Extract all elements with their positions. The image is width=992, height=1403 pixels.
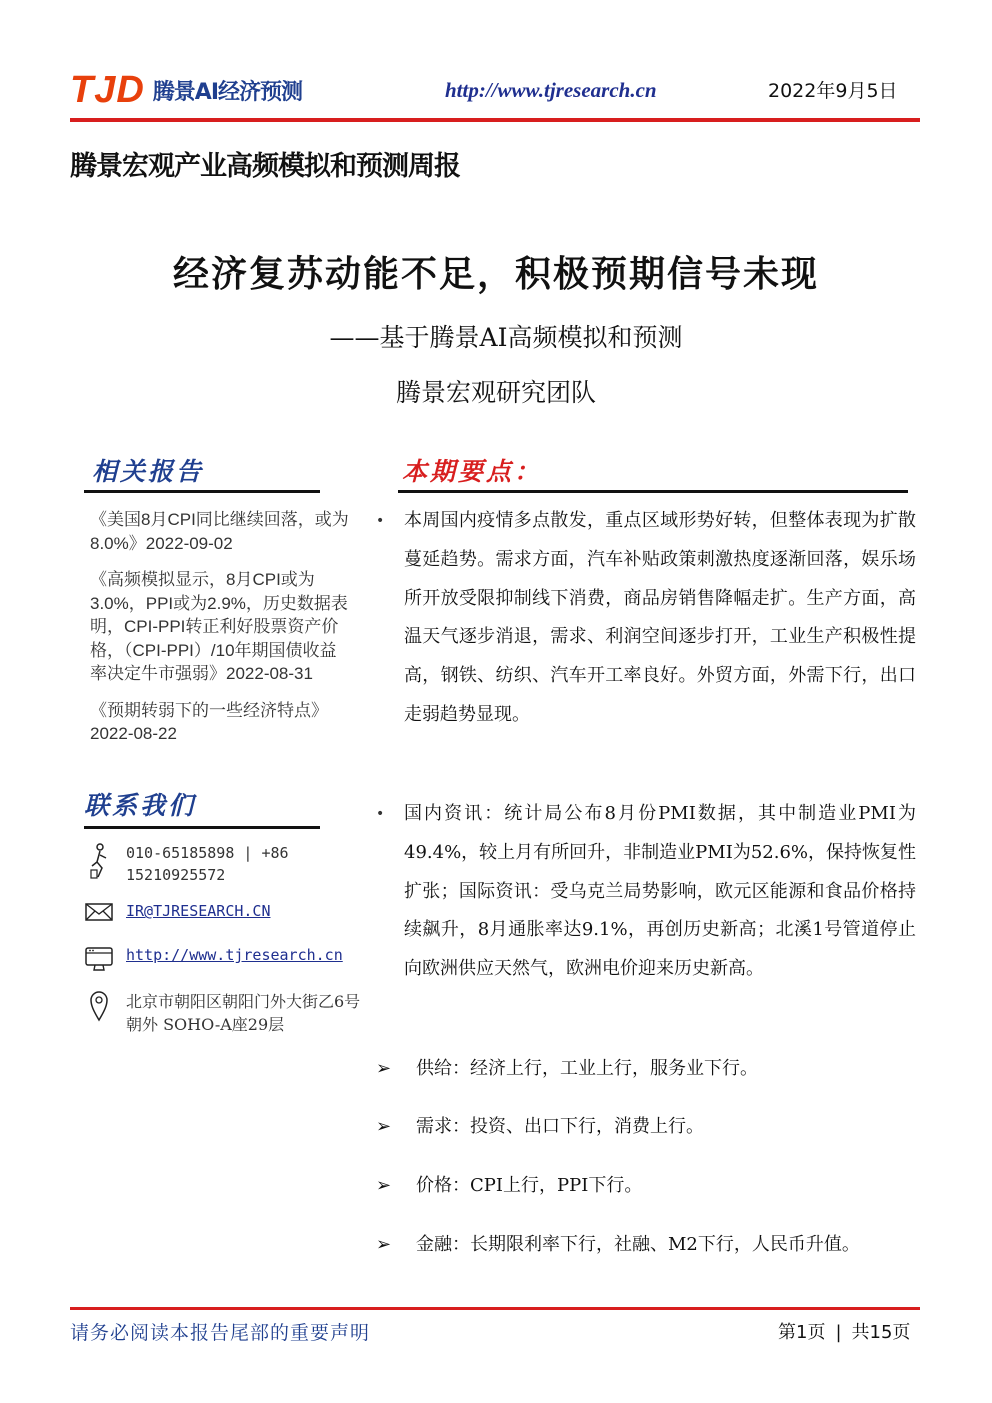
- key-point-text: 本周国内疫情多点散发，重点区域形势好转，但整体表现为扩散蔓延趋势。需求方面，汽车补贴政策刺激热度逐渐回落，娱乐场所开放受限抑制线下消费，商品房销售降幅走扩。生产方面，高温天气逐步消退，需求、利润空间逐步打开，工业生产积极性提高，钢铁、纺织、汽车开工率良好。外贸方面，外需下行，出口走弱趋势显现。: [404, 510, 916, 725]
- footer-disclaimer-note: 请务必阅读本报告尾部的重要声明: [70, 1322, 371, 1344]
- related-reports-heading: 相关报告: [92, 457, 205, 486]
- arrow-bullet-icon: ➢: [376, 1175, 392, 1196]
- header-url-link[interactable]: http://www.tjresearch.cn: [445, 78, 657, 102]
- arrow-bullet-icon: ➢: [376, 1234, 392, 1255]
- location-pin-icon: [84, 990, 114, 1022]
- contact-phone: 010-65185898 | +86 15210925572: [126, 844, 289, 884]
- header-divider: [70, 118, 920, 122]
- sub-point-text: 价格：CPI上行，PPI下行。: [416, 1175, 643, 1196]
- page-subtitle: ——基于腾景AI高频模拟和预测: [329, 323, 683, 352]
- footer-divider: [70, 1307, 920, 1310]
- sub-point-text: 金融：长期限利率下行，社融、M2下行，人民币升值。: [416, 1234, 860, 1255]
- phone-icon: [84, 842, 114, 880]
- mail-icon: [84, 902, 114, 922]
- page-indicator: [778, 1318, 910, 1344]
- bullet-dot-icon: •: [376, 513, 385, 529]
- sub-point-item: [376, 1108, 916, 1146]
- contact-email-row: [84, 902, 271, 922]
- key-point-item: [376, 795, 916, 989]
- sub-point-text: 需求：投资、出口下行，消费上行。: [416, 1116, 704, 1137]
- contact-phone-row: [84, 842, 326, 886]
- page-total: 共15页: [851, 1322, 911, 1343]
- arrow-bullet-icon: ➢: [376, 1058, 392, 1079]
- sub-point-item: [376, 1050, 916, 1088]
- related-report-item[interactable]: 《预期转弱下的一些经济特点》2022-08-22: [90, 700, 328, 743]
- key-point-item: [376, 502, 916, 735]
- related-report-item[interactable]: 《美国8月CPI同比继续回落，或为8.0%》2022-09-02: [90, 510, 349, 553]
- header-date: 2022年9月5日: [768, 80, 898, 102]
- logo-mark: TJD: [70, 69, 145, 111]
- page-separator: |: [835, 1322, 842, 1343]
- sub-point-text: 供给：经济上行，工业上行，服务业下行。: [416, 1058, 758, 1079]
- sub-point-item: [376, 1226, 916, 1264]
- monitor-icon: [84, 946, 114, 972]
- sub-point-item: [376, 1167, 916, 1205]
- contact-address: 北京市朝阳区朝阳门外大街乙6号朝外 SOHO-A座29层: [126, 992, 361, 1034]
- contact-heading: 联系我们: [84, 791, 197, 820]
- related-reports-list: [90, 508, 350, 759]
- related-report-item[interactable]: 《高频模拟显示，8月CPI或为3.0%，PPI或为2.9%，历史数据表明，CPI-PPI转正利好股票资产价格，（CPI-PPI）/10年期国债收益率决定牛市强弱》2022-08-31: [90, 570, 348, 683]
- bullet-dot-icon: •: [376, 806, 385, 822]
- page-current: 第1页: [778, 1322, 826, 1343]
- company-logo: [70, 70, 302, 110]
- arrow-bullet-icon: ➢: [376, 1116, 392, 1137]
- contact-email-link[interactable]: IR@TJRESEARCH.CN: [126, 902, 271, 920]
- contact-divider: [84, 826, 320, 829]
- contact-website-link[interactable]: http://www.tjresearch.cn: [126, 946, 343, 964]
- author-team: 腾景宏观研究团队: [395, 378, 596, 407]
- page-title: 经济复苏动能不足，积极预期信号未现: [172, 253, 819, 295]
- key-point-text: 国内资讯：统计局公布8月份PMI数据，其中制造业PMI为49.4%，较上月有所回升，非制造业PMI为52.6%，保持恢复性扩张；国际资讯：受乌克兰局势影响，欧元区能源和食品价格持续飙升，8月通胀率达9.1%，再创历史新高；北溪1号管道停止向欧洲供应天然气，欧洲电价迎来历史新高。: [404, 803, 917, 980]
- logo-name: 腾景AI经济预测: [152, 79, 303, 105]
- contact-address-row: [84, 990, 376, 1036]
- contact-website-row: [84, 946, 343, 972]
- key-points-heading: 本期要点：: [402, 457, 543, 486]
- key-points-divider: [398, 490, 908, 493]
- report-series-title: 腾景宏观产业高频模拟和预测周报: [70, 151, 460, 182]
- related-reports-divider: [84, 490, 320, 493]
